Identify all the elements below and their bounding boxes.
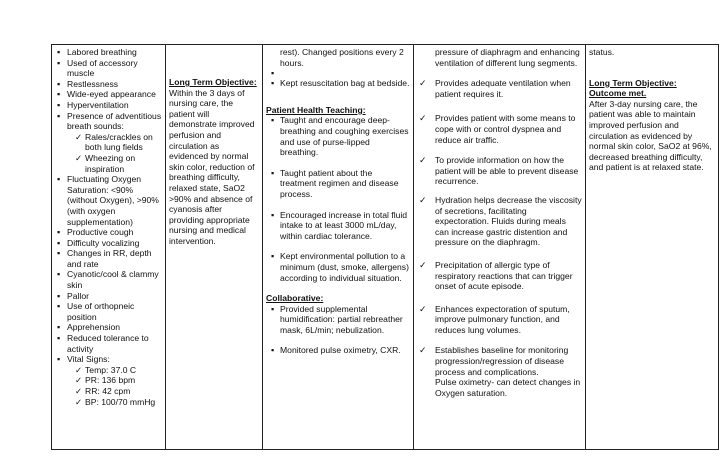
objective-heading: Long Term Objective:	[169, 77, 257, 87]
cue-subitem: ✓ RR: 42 cpm	[75, 386, 162, 397]
spacer	[266, 335, 410, 345]
cue-text: Reduced tolerance to activity	[67, 333, 149, 354]
cue-item	[55, 301, 162, 322]
cue-item	[55, 111, 162, 175]
care-plan-row	[52, 45, 719, 450]
rationale-extra: Pulse oximetry- can detect changes in Oxygen saturation.	[435, 377, 581, 398]
cue-text: Apprehension	[67, 322, 121, 333]
cue-item	[55, 47, 162, 58]
rationale-item: ✓ Precipitation of allergic type of respiratory reactions that can trigger onset of acute episode.	[417, 260, 582, 292]
outcome-heading: Outcome met.	[589, 88, 647, 99]
cue-item	[55, 227, 162, 238]
spacer	[417, 335, 582, 345]
cue-sublist	[67, 132, 162, 174]
cue-text: Wide-eyed appearance	[67, 89, 156, 100]
spacer	[266, 158, 410, 168]
cue-item	[55, 89, 162, 100]
cue-item	[55, 269, 162, 290]
rationale-list	[417, 47, 582, 377]
rationale-cell	[414, 45, 586, 450]
cue-subitem: ✓ BP: 100/70 mmHg	[75, 397, 162, 408]
cue-item	[55, 238, 162, 249]
teaching-list	[266, 115, 410, 283]
teaching-item: ▪ Taught and encourage deep-breathing and coughing exercises and use of purse-lipped breathing.	[266, 115, 410, 157]
spacer	[417, 248, 582, 260]
cue-item	[55, 248, 162, 269]
rationale-item: ✓ Provides adequate ventilation when patient requires it.	[417, 78, 582, 99]
evaluation-continuation: status.	[589, 47, 615, 57]
cue-item	[55, 174, 162, 227]
cue-text: Cyanotic/cool & clammy skin	[67, 269, 159, 291]
spacer	[417, 68, 582, 78]
spacer	[417, 292, 582, 304]
spacer	[266, 68, 410, 78]
cue-text: Hyperventilation	[67, 99, 129, 110]
objective-body: Within the 3 days of nursing care, the patient will demonstrate improved perfusion and circulation as evidenced by normal skin color, reduction of breathing difficulty, relaxed state, SaO2 >90% and absence of cyanosis after providing appropriate nursing and medical intervention.	[169, 87, 255, 246]
teaching-item: ▪ Taught patient about the treatment regimen and disease process.	[266, 168, 410, 200]
rationale-item: ✓ Hydration helps decrease the viscosity of secretions, facilitating expectoration. Fluids during meals can increase gastric distention and pressure on the diaphragm.	[417, 195, 582, 248]
cue-subitem: ✓ Temp: 37.0 C	[75, 365, 162, 376]
cue-subitem: ✓ Rales/crackles on both lung fields	[75, 132, 162, 153]
cue-subitem: ✓ Wheezing on inspiration	[75, 153, 162, 174]
cue-text: Presence of adventitious breath sounds:	[67, 110, 162, 132]
teaching-heading: Patient Health Teaching:	[266, 104, 366, 115]
spacer	[417, 187, 582, 195]
teaching-item: ▪ Encouraged increase in total fluid intake to at least 3000 mL/day, within cardiac tolerance.	[266, 210, 410, 242]
interventions-cell	[263, 45, 414, 450]
cues-list	[55, 47, 162, 407]
cue-text: Fluctuating Oxygen Saturation: <90% (without Oxygen), >90% (with oxygen supplementation)	[67, 174, 159, 227]
collaborative-list	[266, 304, 410, 356]
cue-text: Restlessness	[67, 78, 119, 89]
cue-text: Used of accessory muscle	[67, 57, 138, 79]
rationale-continuation: pressure of diaphragm and enhancing ventilation of different lung segments.	[435, 47, 580, 68]
cue-item	[55, 58, 162, 79]
evaluation-body: After 3-day nursing care, the patient was able to maintain improved perfusion and circulation as evidenced by normal skin color, SaO2 at 96%, decreased breathing difficulty, and patient is at relaxed state.	[589, 98, 712, 173]
cue-text: Labored breathing	[67, 47, 137, 57]
cue-text: Vital Signs:	[67, 354, 110, 365]
cue-sublist	[67, 365, 162, 407]
rationale-item: ✓ Provides patient with some means to cope with or control dyspnea and reduce air traffic.	[417, 113, 582, 145]
care-plan-table	[51, 44, 719, 450]
rationale-item: ✓ Establishes baseline for monitoring progression/regression of disease process and complications.	[417, 345, 582, 377]
teaching-item: ▪ Kept environmental pollution to a minimum (dust, smoke, allergens) according to individual situation.	[266, 251, 410, 283]
cue-text: Pallor	[67, 290, 89, 301]
intervention-continuation: rest). Changed positions every 2 hours.	[280, 47, 404, 68]
collaborative-item: ▪ Monitored pulse oximetry, CXR.	[266, 345, 410, 356]
rationale-item: ✓ Enhances expectoration of sputum, improve pulmonary function, and reduces lung volumes.	[417, 304, 582, 336]
cues-cell	[52, 45, 166, 450]
rationale-item: ✓ To provide information on how the patient will be able to prevent disease recurrence.	[417, 155, 582, 187]
cue-text: Productive cough	[67, 227, 134, 238]
collaborative-heading: Collaborative:	[266, 293, 324, 304]
intervention-top-list	[266, 47, 410, 89]
evaluation-heading: Long Term Objective:	[589, 77, 677, 88]
spacer	[417, 99, 582, 113]
objective-cell	[166, 45, 263, 450]
cue-text: Difficulty vocalizing	[67, 237, 140, 248]
spacer	[266, 241, 410, 251]
cue-item	[55, 100, 162, 111]
cue-item	[55, 354, 162, 407]
spacer	[266, 200, 410, 210]
cue-item	[55, 333, 162, 354]
collaborative-item: ▪ Provided supplemental humidification: partial rebreather mask, 6L/min; nebulization.	[266, 304, 410, 336]
cue-item	[55, 322, 162, 333]
evaluation-cell	[586, 45, 719, 450]
cue-text: Changes in RR, depth and rate	[67, 248, 152, 269]
cue-subitem: ✓ PR: 136 bpm	[75, 375, 162, 386]
intervention-item: ▪ Kept resuscitation bag at bedside.	[266, 78, 410, 89]
cue-item	[55, 291, 162, 302]
cue-text: Use of orthopneic position	[67, 301, 135, 322]
spacer	[417, 145, 582, 155]
cue-item	[55, 79, 162, 90]
